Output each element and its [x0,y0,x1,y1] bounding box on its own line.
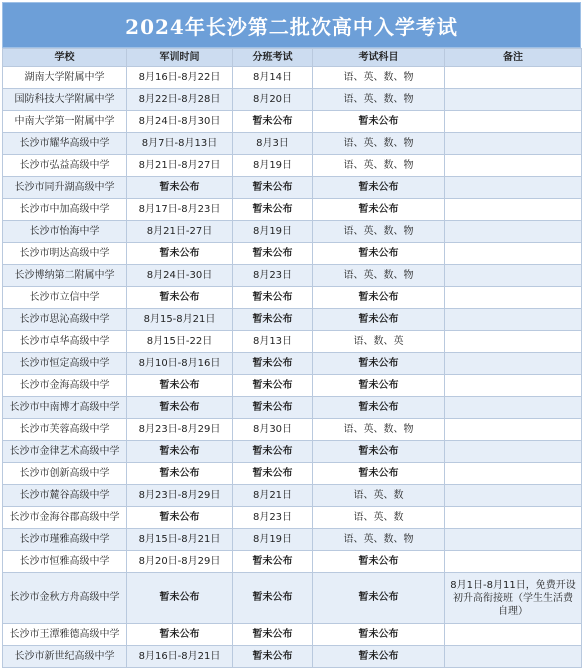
cell-training: 暂未公布 [127,507,233,529]
cell-subjects: 语、数、英 [313,331,445,353]
cell-school: 长沙市金律艺术高级中学 [3,441,127,463]
cell-subjects: 暂未公布 [313,441,445,463]
cell-training: 8月24日-30日 [127,265,233,287]
table-body [3,67,582,668]
exam-schedule-sheet [2,2,581,668]
cell-subjects: 暂未公布 [313,624,445,646]
cell-training: 8月24日-8月30日 [127,111,233,133]
table-row [3,111,582,133]
cell-note [445,155,582,177]
cell-school: 长沙市中加高级中学 [3,199,127,221]
cell-training: 暂未公布 [127,287,233,309]
cell-exam: 暂未公布 [233,551,313,573]
cell-training: 暂未公布 [127,463,233,485]
cell-subjects: 暂未公布 [313,243,445,265]
table-row [3,243,582,265]
table-row [3,646,582,668]
cell-subjects: 语、英、数、物 [313,67,445,89]
cell-note [445,419,582,441]
table-row [3,265,582,287]
cell-school: 长沙市金海高级中学 [3,375,127,397]
table-row [3,529,582,551]
cell-exam: 暂未公布 [233,441,313,463]
table-row [3,573,582,624]
table-row [3,309,582,331]
cell-note [445,485,582,507]
cell-exam: 暂未公布 [233,287,313,309]
cell-school: 长沙市新世纪高级中学 [3,646,127,668]
cell-training: 8月20日-8月29日 [127,551,233,573]
cell-exam: 暂未公布 [233,573,313,624]
table-row [3,397,582,419]
table-row [3,287,582,309]
cell-note [445,133,582,155]
cell-school: 长沙市怡海中学 [3,221,127,243]
cell-subjects: 语、英、数、物 [313,221,445,243]
table-row [3,353,582,375]
cell-note [445,353,582,375]
cell-note [445,89,582,111]
cell-training: 8月17日-8月23日 [127,199,233,221]
cell-note [445,309,582,331]
cell-subjects: 语、英、数、物 [313,155,445,177]
header-row [3,49,582,67]
cell-note [445,624,582,646]
cell-school: 长沙市金秋方舟高级中学 [3,573,127,624]
cell-school: 长沙市恒雅高级中学 [3,551,127,573]
cell-note [445,375,582,397]
cell-exam: 暂未公布 [233,624,313,646]
cell-exam: 8月13日 [233,331,313,353]
header-subjects: 考试科目 [313,49,445,67]
cell-note [445,551,582,573]
cell-note [445,441,582,463]
schedule-table [2,48,582,668]
cell-training: 8月10日-8月16日 [127,353,233,375]
cell-note [445,221,582,243]
cell-note [445,199,582,221]
cell-school: 长沙市金海谷郡高级中学 [3,507,127,529]
cell-note [445,463,582,485]
sheet-title: 2024年长沙第二批次高中入学考试 [2,2,581,48]
cell-training: 8月22日-8月28日 [127,89,233,111]
cell-training: 8月23日-8月29日 [127,419,233,441]
cell-subjects: 暂未公布 [313,375,445,397]
cell-exam: 暂未公布 [233,309,313,331]
cell-school: 长沙博纳第二附属中学 [3,265,127,287]
cell-subjects: 暂未公布 [313,463,445,485]
cell-exam: 8月19日 [233,529,313,551]
cell-subjects: 语、英、数 [313,485,445,507]
cell-subjects: 语、英、数、物 [313,133,445,155]
cell-training: 8月15日-8月21日 [127,529,233,551]
cell-school: 长沙市恒定高级中学 [3,353,127,375]
cell-school: 长沙市创新高级中学 [3,463,127,485]
cell-school: 长沙市耀华高级中学 [3,133,127,155]
table-row [3,441,582,463]
table-row [3,375,582,397]
cell-school: 长沙市中南博才高级中学 [3,397,127,419]
cell-training: 暂未公布 [127,375,233,397]
cell-exam: 8月23日 [233,265,313,287]
cell-exam: 8月20日 [233,89,313,111]
header-exam: 分班考试 [233,49,313,67]
cell-training: 8月15-8月21日 [127,309,233,331]
cell-training: 8月15日-22日 [127,331,233,353]
cell-exam: 暂未公布 [233,111,313,133]
cell-exam: 8月14日 [233,67,313,89]
cell-subjects: 暂未公布 [313,111,445,133]
cell-training: 暂未公布 [127,573,233,624]
cell-school: 长沙市瑾雅高级中学 [3,529,127,551]
cell-training: 暂未公布 [127,177,233,199]
cell-training: 8月23日-8月29日 [127,485,233,507]
cell-subjects: 语、英、数、物 [313,89,445,111]
cell-subjects: 暂未公布 [313,353,445,375]
table-row [3,419,582,441]
cell-note [445,507,582,529]
cell-note [445,287,582,309]
cell-training: 8月16日-8月21日 [127,646,233,668]
table-row [3,67,582,89]
cell-exam: 暂未公布 [233,463,313,485]
cell-subjects: 暂未公布 [313,573,445,624]
cell-training: 暂未公布 [127,624,233,646]
cell-exam: 暂未公布 [233,353,313,375]
table-row [3,463,582,485]
table-row [3,551,582,573]
cell-subjects: 暂未公布 [313,199,445,221]
header-note: 备注 [445,49,582,67]
cell-training: 暂未公布 [127,441,233,463]
cell-exam: 8月30日 [233,419,313,441]
table-row [3,155,582,177]
cell-training: 8月21日-8月27日 [127,155,233,177]
cell-note [445,529,582,551]
table-row [3,133,582,155]
cell-subjects: 暂未公布 [313,551,445,573]
cell-school: 长沙市明达高级中学 [3,243,127,265]
cell-school: 长沙市弘益高级中学 [3,155,127,177]
cell-exam: 暂未公布 [233,199,313,221]
cell-note [445,243,582,265]
cell-exam: 8月19日 [233,155,313,177]
cell-exam: 8月21日 [233,485,313,507]
cell-school: 中南大学第一附属中学 [3,111,127,133]
cell-note [445,397,582,419]
header-school: 学校 [3,49,127,67]
cell-training: 暂未公布 [127,243,233,265]
cell-note: 8月1日-8月11日，免费开设初升高衔接班（学生生活费自理） [445,573,582,624]
cell-exam: 暂未公布 [233,397,313,419]
cell-school: 长沙市卓华高级中学 [3,331,127,353]
cell-note [445,111,582,133]
table-row [3,89,582,111]
cell-training: 暂未公布 [127,397,233,419]
cell-training: 8月16日-8月22日 [127,67,233,89]
cell-subjects: 暂未公布 [313,177,445,199]
cell-school: 国防科技大学附属中学 [3,89,127,111]
cell-note [445,265,582,287]
cell-exam: 8月19日 [233,221,313,243]
cell-note [445,177,582,199]
cell-school: 湖南大学附属中学 [3,67,127,89]
cell-training: 8月21日-27日 [127,221,233,243]
cell-subjects: 语、英、数、物 [313,265,445,287]
cell-subjects: 语、英、数、物 [313,419,445,441]
table-row [3,221,582,243]
cell-subjects: 语、英、数、物 [313,529,445,551]
cell-exam: 8月3日 [233,133,313,155]
cell-school: 长沙市立信中学 [3,287,127,309]
cell-exam: 暂未公布 [233,177,313,199]
cell-subjects: 语、英、数 [313,507,445,529]
table-row [3,177,582,199]
table-row [3,507,582,529]
cell-exam: 暂未公布 [233,646,313,668]
cell-training: 8月7日-8月13日 [127,133,233,155]
cell-note [445,67,582,89]
cell-exam: 8月23日 [233,507,313,529]
table-row [3,331,582,353]
table-row [3,199,582,221]
cell-exam: 暂未公布 [233,243,313,265]
cell-school: 长沙市芙蓉高级中学 [3,419,127,441]
cell-note [445,646,582,668]
table-row [3,624,582,646]
cell-school: 长沙市王潭雅德高级中学 [3,624,127,646]
cell-note [445,331,582,353]
cell-subjects: 暂未公布 [313,397,445,419]
cell-subjects: 暂未公布 [313,646,445,668]
header-training: 军训时间 [127,49,233,67]
cell-school: 长沙市麓谷高级中学 [3,485,127,507]
cell-school: 长沙市同升湖高级中学 [3,177,127,199]
cell-subjects: 暂未公布 [313,309,445,331]
cell-school: 长沙市思沁高级中学 [3,309,127,331]
cell-subjects: 暂未公布 [313,287,445,309]
table-row [3,485,582,507]
cell-exam: 暂未公布 [233,375,313,397]
